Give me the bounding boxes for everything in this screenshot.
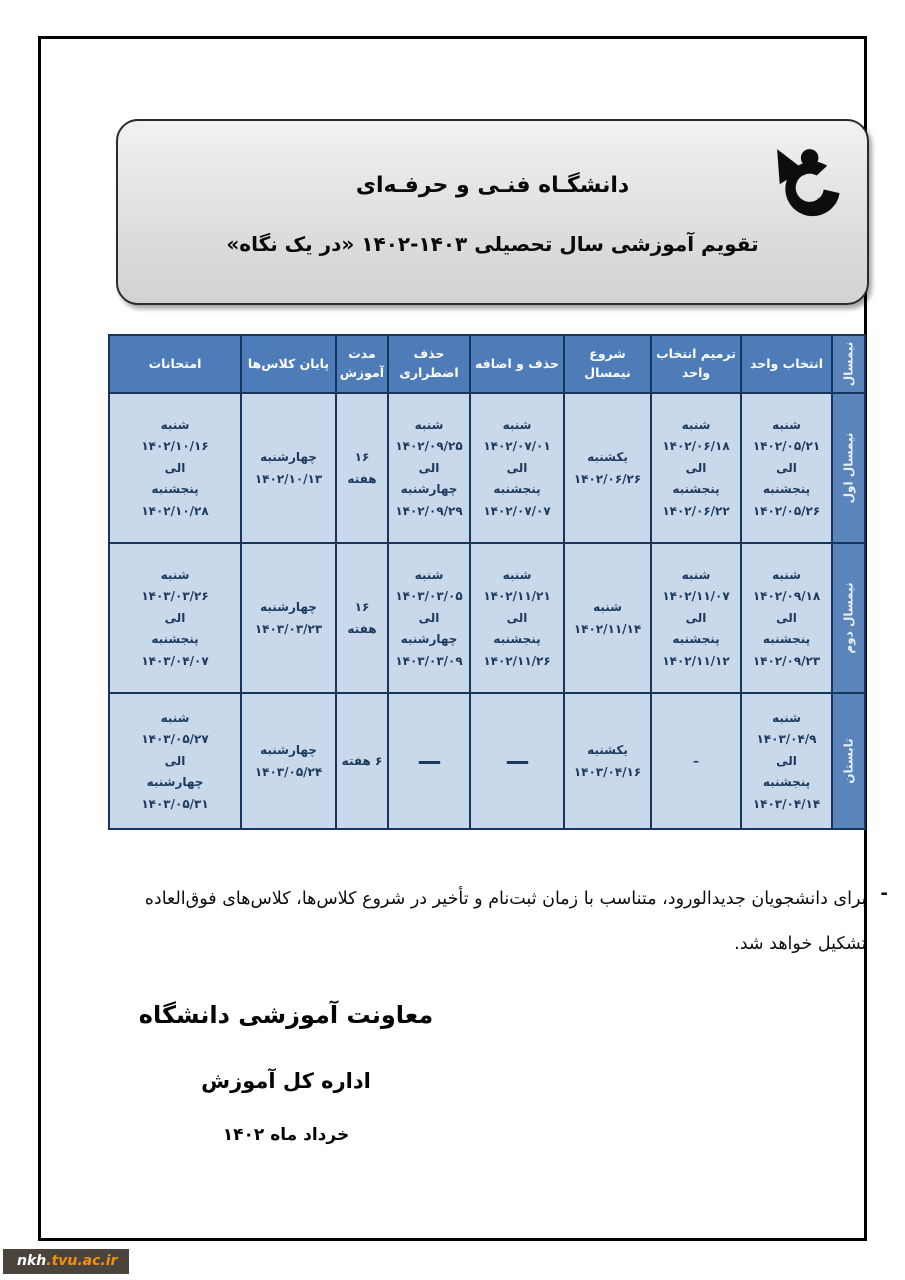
calendar-cell-line: الی — [164, 460, 186, 475]
calendar-cell-line: ۱۴۰۲/۱۰/۱۶ — [141, 439, 209, 454]
calendar-cell — [651, 393, 741, 543]
column-header-6: مدت آموزش — [336, 335, 388, 393]
calendar-cell-line: ۱۴۰۳/۰۳/۰۵ — [395, 589, 463, 604]
calendar-cell-line: الی — [164, 753, 186, 768]
calendar-cell — [241, 543, 336, 693]
calendar-table-container — [108, 334, 866, 830]
calendar-cell-line: شنبه — [160, 567, 190, 582]
column-header-1: انتخاب واحد — [741, 335, 832, 393]
calendar-cell — [109, 693, 241, 829]
calendar-cell — [651, 693, 741, 829]
calendar-cell-line: ۱۴۰۲/۱۱/۰۷ — [662, 589, 730, 604]
calendar-cell-line: الی — [164, 610, 186, 625]
calendar-cell — [388, 693, 470, 829]
calendar-cell-line: ۶ هفته — [341, 753, 383, 768]
calendar-cell-line: شنبه — [414, 417, 444, 432]
calendar-cell-line: الی — [776, 460, 797, 475]
calendar-cell-line: ۱۴۰۲/۰۵/۲۱ — [752, 439, 821, 454]
calendar-cell — [564, 543, 651, 693]
calendar-cell-line: پنجشنبه — [762, 482, 811, 497]
academic-calendar-table — [108, 334, 866, 830]
calendar-cell-line: پنجشنبه — [762, 632, 811, 647]
calendar-cell-line: شنبه — [772, 710, 801, 725]
calendar-cell-line: چهارشنبه — [146, 775, 204, 790]
note-paragraph — [116, 877, 888, 966]
calendar-cell-line: ۱۴۰۳/۰۵/۲۷ — [141, 732, 209, 747]
calendar-cell-line: پنجشنبه — [672, 632, 720, 647]
calendar-cell — [564, 393, 651, 543]
site-watermark — [3, 1249, 129, 1274]
calendar-cell-line: پنجشنبه — [493, 482, 541, 497]
calendar-cell — [470, 393, 564, 543]
calendar-cell-line: ۱۴۰۲/۰۹/۲۹ — [395, 503, 463, 518]
calendar-cell-line: ۱۴۰۳/۰۳/۰۹ — [395, 653, 463, 668]
calendar-cell-line: پنجشنبه — [672, 482, 720, 497]
note-text: برای دانشجویان جدیدالورود، متناسب با زمان ثبت‌نام و تأخیر در شروع کلاس‌ها، کلاس‌های فوق‌العاده تشکیل خواهد شد. — [144, 889, 867, 954]
calendar-cell — [470, 543, 564, 693]
header-banner — [116, 119, 869, 305]
calendar-cell-line: ۱۴۰۳/۰۴/۱۴ — [752, 796, 821, 811]
calendar-cell-line: ۱۴۰۳/۰۳/۲۶ — [141, 589, 209, 604]
calendar-cell-line: ۱۴۰۲/۰۷/۰۷ — [483, 503, 551, 518]
calendar-cell-line: ۱۴۰۲/۱۱/۲۶ — [483, 653, 551, 668]
calendar-cell-line: شنبه — [593, 599, 622, 614]
calendar-cell-line: شنبه — [502, 567, 532, 582]
calendar-cell — [241, 693, 336, 829]
calendar-cell-line: ۱۴۰۲/۰۹/۲۳ — [752, 653, 821, 668]
calendar-cell-line: ۱۴۰۲/۱۱/۱۴ — [573, 621, 642, 636]
calendar-cell-line: — — [505, 747, 529, 775]
calendar-cell-line: ۱۴۰۲/۱۰/۲۸ — [141, 503, 209, 518]
column-header-5: حذف اضطراری — [388, 335, 470, 393]
calendar-cell-line: ۱۶ — [354, 449, 370, 464]
calendar-cell — [241, 393, 336, 543]
calendar-cell-line: یکشنبه — [587, 449, 628, 464]
calendar-cell — [109, 543, 241, 693]
calendar-cell — [336, 543, 388, 693]
semester-row-3 — [109, 693, 865, 829]
calendar-cell-line: هفته — [347, 621, 377, 636]
university-name: دانشگـاه فنـی و حرفـه‌ای — [355, 172, 630, 198]
calendar-cell-line: ۱۴۰۲/۰۹/۲۵ — [395, 439, 463, 454]
calendar-cell — [741, 393, 832, 543]
calendar-cell-line: ۱۴۰۳/۰۵/۲۴ — [254, 764, 323, 779]
calendar-cell-line: ۱۴۰۳/۰۵/۳۱ — [141, 796, 209, 811]
calendar-cell-line: پنجشنبه — [762, 775, 811, 790]
column-header-0 — [832, 335, 865, 393]
semester-label: نیمسال دوم — [841, 582, 856, 654]
calendar-cell-line: الی — [418, 610, 440, 625]
calendar-cell-line: شنبه — [160, 417, 190, 432]
calendar-cell-line: ۱۴۰۲/۰۵/۲۶ — [752, 503, 821, 518]
calendar-cell-line: الی — [685, 460, 707, 475]
column-header-semester-label: نیمسال — [841, 341, 856, 387]
calendar-cell-line: الی — [776, 753, 797, 768]
calendar-cell-line: ۱۴۰۳/۰۴/۹ — [756, 732, 817, 747]
calendar-cell-line: پنجشنبه — [151, 632, 199, 647]
page-border-frame — [38, 36, 888, 1241]
calendar-cell-line: — — [417, 747, 441, 775]
calendar-cell-line: ۱۴۰۲/۰۶/۲۲ — [662, 503, 730, 518]
calendar-cell-line: چهارشنبه — [400, 632, 458, 647]
signature-deputy: معاونت آموزشی دانشگاه — [138, 1001, 434, 1029]
calendar-cell — [388, 393, 470, 543]
calendar-cell — [336, 393, 388, 543]
calendar-cell-line: ۱۴۰۲/۰۶/۱۸ — [662, 439, 730, 454]
semester-label-cell — [832, 543, 865, 693]
column-header-3: شروع نیمسال — [564, 335, 651, 393]
calendar-cell — [109, 393, 241, 543]
calendar-cell-line: ۱۶ — [354, 599, 370, 614]
calendar-cell-line: شنبه — [502, 417, 532, 432]
calendar-cell-line: ۱۴۰۲/۱۱/۲۱ — [483, 589, 551, 604]
calendar-cell — [651, 543, 741, 693]
watermark-prefix: nkh — [17, 1253, 47, 1269]
calendar-cell-line: چهارشنبه — [400, 482, 458, 497]
calendar-cell-line: ۱۴۰۲/۱۰/۱۳ — [254, 471, 323, 486]
column-header-7: پایان کلاس‌ها — [241, 335, 336, 393]
calendar-cell-line: چهارشنبه — [260, 742, 317, 757]
calendar-cell-line: یکشنبه — [587, 742, 628, 757]
watermark-suffix: .tvu.ac.ir — [46, 1253, 118, 1269]
calendar-cell-line: چهارشنبه — [260, 449, 317, 464]
calendar-cell-line: – — [693, 753, 699, 768]
semester-label-cell — [832, 393, 865, 543]
column-header-2: ترمیم انتخاب واحد — [651, 335, 741, 393]
calendar-cell-line: شنبه — [160, 710, 190, 725]
semester-label: تابستان — [841, 738, 856, 784]
calendar-cell-line: ۱۴۰۲/۰۶/۲۶ — [573, 471, 642, 486]
calendar-cell-line: چهارشنبه — [260, 599, 317, 614]
note-bullet-dash: - — [880, 883, 888, 904]
calendar-cell-line: پنجشنبه — [151, 482, 199, 497]
signature-date: خرداد ماه ۱۴۰۲ — [222, 1125, 350, 1145]
calendar-cell — [336, 693, 388, 829]
semester-row-1 — [109, 393, 865, 543]
calendar-cell — [741, 543, 832, 693]
column-header-8: امتحانات — [109, 335, 241, 393]
calendar-cell-line: ۱۴۰۳/۰۳/۲۳ — [254, 621, 323, 636]
calendar-title: تقویم آموزشی سال تحصیلی ۱۴۰۳-۱۴۰۲ «در یک نگاه» — [226, 231, 759, 256]
calendar-table-head-row — [109, 335, 865, 393]
semester-label-cell — [832, 693, 865, 829]
signature-office: اداره کل آموزش — [201, 1069, 371, 1093]
calendar-cell-line: الی — [506, 610, 528, 625]
calendar-cell-line: الی — [685, 610, 707, 625]
signature-block — [101, 1001, 471, 1145]
calendar-cell-line: ۱۴۰۲/۰۷/۰۱ — [483, 439, 551, 454]
calendar-cell-line: پنجشنبه — [493, 632, 541, 647]
calendar-cell-line: ۱۴۰۲/۱۱/۱۲ — [662, 653, 730, 668]
calendar-cell-line: شنبه — [414, 567, 444, 582]
calendar-cell — [388, 543, 470, 693]
calendar-cell-line: الی — [506, 460, 528, 475]
banner-titles — [118, 121, 867, 303]
calendar-cell-line: الی — [418, 460, 440, 475]
calendar-cell-line: شنبه — [772, 567, 801, 582]
semester-row-2 — [109, 543, 865, 693]
calendar-cell-line: شنبه — [681, 417, 711, 432]
calendar-cell-line: شنبه — [772, 417, 801, 432]
calendar-cell-line: ۱۴۰۳/۰۴/۱۶ — [573, 764, 642, 779]
calendar-cell-line: هفته — [347, 471, 377, 486]
column-header-4: حذف و اضافه — [470, 335, 564, 393]
calendar-cell-line: شنبه — [681, 567, 711, 582]
calendar-cell — [741, 693, 832, 829]
calendar-cell-line: ۱۴۰۳/۰۴/۰۷ — [141, 653, 209, 668]
calendar-cell-line: الی — [776, 610, 797, 625]
calendar-cell — [470, 693, 564, 829]
calendar-cell-line: ۱۴۰۲/۰۹/۱۸ — [752, 589, 821, 604]
semester-label: نیمسال اول — [841, 432, 856, 504]
calendar-cell — [564, 693, 651, 829]
